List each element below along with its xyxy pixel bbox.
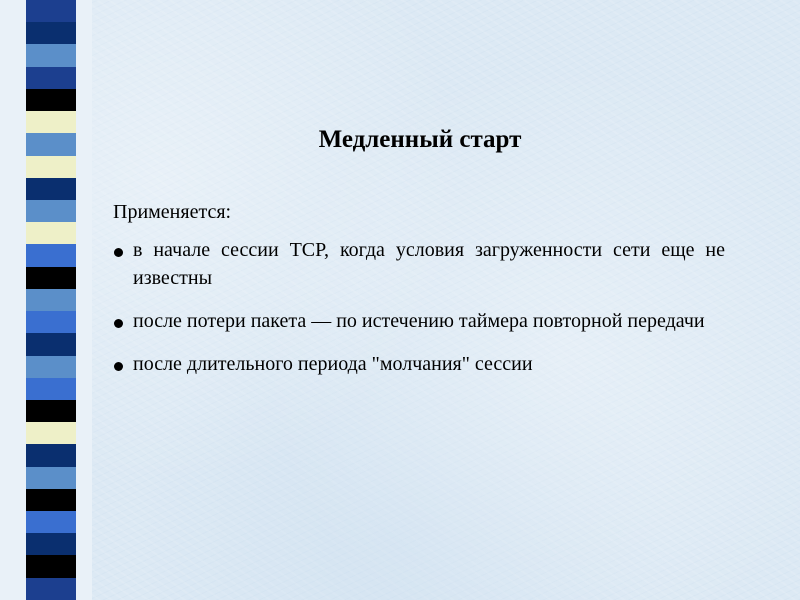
- bullet-text: после длительного периода "молчания" сессии: [133, 353, 533, 375]
- bullet-dot-icon: [114, 319, 123, 328]
- decorative-stripe: [26, 111, 76, 133]
- decorative-stripe: [26, 400, 76, 422]
- decorative-stripe: [26, 511, 76, 533]
- decorative-stripe: [26, 133, 76, 155]
- decorative-stripe: [26, 67, 76, 89]
- decorative-stripe: [26, 267, 76, 289]
- bullet-text: в начале сессии TCP, когда условия загруженности сети еще не известны: [133, 239, 725, 289]
- bullet-item: [113, 350, 725, 378]
- slide-title: Медленный старт: [318, 126, 522, 153]
- bullet-text: после потери пакета — по истечению таймера повторной передачи: [133, 310, 705, 332]
- decorative-stripe: [26, 555, 76, 577]
- decorative-stripe: [26, 222, 76, 244]
- decorative-stripe: [26, 156, 76, 178]
- intro-text: Применяется:: [113, 201, 232, 223]
- decorative-stripe-bar: [0, 0, 92, 600]
- decorative-stripe: [26, 178, 76, 200]
- bullet-item: [113, 307, 725, 335]
- decorative-stripe: [26, 0, 76, 22]
- decorative-stripe: [26, 200, 76, 222]
- decorative-stripe: [26, 489, 76, 511]
- decorative-stripe: [26, 444, 76, 466]
- decorative-stripe: [26, 333, 76, 355]
- decorative-stripe: [26, 533, 76, 555]
- stripe-column: [26, 0, 76, 600]
- decorative-stripe: [26, 244, 76, 266]
- decorative-stripe: [26, 311, 76, 333]
- decorative-stripe: [26, 89, 76, 111]
- decorative-stripe: [26, 289, 76, 311]
- bullet-list: [113, 236, 725, 378]
- decorative-stripe: [26, 422, 76, 444]
- bullet-item: [113, 236, 725, 292]
- bullet-dot-icon: [114, 248, 123, 257]
- decorative-stripe: [26, 22, 76, 44]
- decorative-stripe: [26, 356, 76, 378]
- bullet-dot-icon: [114, 362, 123, 371]
- slide-content: [113, 198, 725, 393]
- decorative-stripe: [26, 578, 76, 600]
- decorative-stripe: [26, 378, 76, 400]
- decorative-stripe: [26, 467, 76, 489]
- decorative-stripe: [26, 44, 76, 66]
